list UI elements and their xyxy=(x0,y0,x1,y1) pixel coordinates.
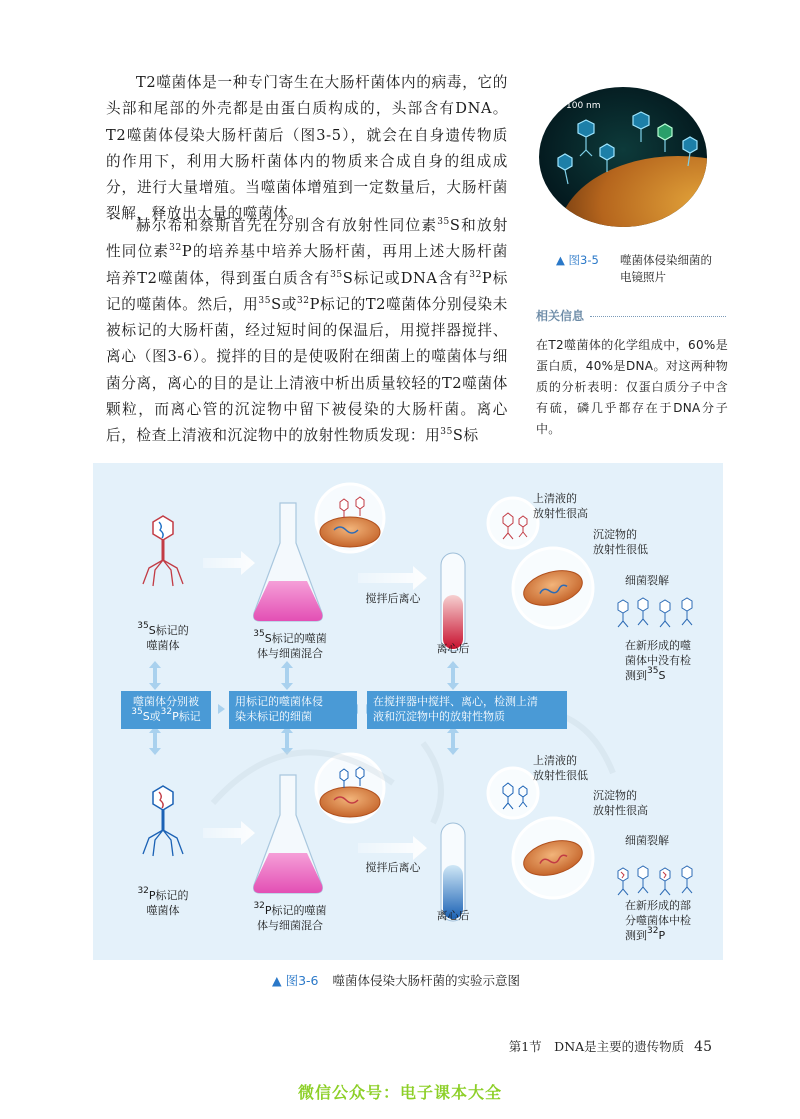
label-after-bottom: 离心后 xyxy=(436,909,470,922)
label-stir-bottom: 搅拌后离心 xyxy=(365,861,421,874)
label-35s-mix: $^{35}$S标记的噬菌 体与细菌混合 xyxy=(253,629,327,660)
page-footer xyxy=(0,1037,712,1055)
figure-3-6 xyxy=(93,463,723,960)
centrifuge-tube-blue xyxy=(441,823,465,921)
phage-32p-icon xyxy=(143,786,183,856)
paragraph-experiment: 赫尔希和蔡斯首先在分别含有放射性同位素$^{35}$S和放射性同位素$^{32}$P的培养基中培养大肠杆菌，再用上述大肠杆菌培养T2噬菌体，得到蛋白质含有$^{35}$S标记或DNA含有$^{32}$P标记的噬菌体。然后，用$^{35}$S或$^{32}$P标记的T2噬菌体分别侵染未被标记的大肠杆菌，经过短时间的保温后，用搅拌器搅拌、离心（图3-6）。搅拌的目的是使吸附在细菌上的噬菌体与细菌分离，离心的目的是让上清液中析出质量较轻的T2噬菌体颗粒，而离心管的沉淀物中留下被侵染的大肠杆菌。离心后，检查上清液和沉淀物中的放射性物质发现：用$^{35}$S标 xyxy=(106,217,508,445)
zoom-circle-sediment xyxy=(513,548,593,628)
label-lysis-bottom: 细菌裂解 xyxy=(625,834,669,847)
step-box-label: 噬菌体分别被 $^{35}$S或$^{32}$P标记 xyxy=(121,691,211,729)
label-result-bottom: 在新形成的部 分噬菌体中检 测到$^{32}$P xyxy=(625,899,691,942)
step-box-centrifuge: 在搅拌器中搅拌、离心，检测上清 液和沉淀物中的放射性物质 xyxy=(367,691,567,729)
flask-icon-bottom xyxy=(254,775,323,893)
label-32p-mix: $^{32}$P标记的噬菌 体与细菌混合 xyxy=(253,901,327,932)
fig36-caption-text: 噬菌体侵染大肠杆菌的实验示意图 xyxy=(332,973,521,988)
centrifuge-tube-red xyxy=(441,553,465,651)
related-info-header xyxy=(536,307,728,325)
phage-35s-icon xyxy=(143,516,183,586)
label-sediment-bottom: 沉淀物的 放射性很高 xyxy=(593,789,648,817)
zoom-circle-sediment-bottom xyxy=(513,818,593,898)
watermark-text: 微信公众号：电子课本大全 xyxy=(297,1083,502,1102)
label-stir-top: 搅拌后离心 xyxy=(365,592,421,605)
scale-label: 100 nm xyxy=(566,101,601,111)
footer-section: 第1节 DNA是主要的遗传物质 xyxy=(508,1039,685,1054)
fig36-caption xyxy=(272,972,572,989)
fig36-number: ▲ 图3-6 xyxy=(272,973,319,988)
zoom-circle-mix xyxy=(316,484,384,552)
electron-micrograph xyxy=(538,86,708,228)
progeny-phages-35s xyxy=(618,598,692,627)
related-info-body: 在T2噬菌体的化学组成中，60%是蛋白质，40%是DNA。对这两种物质的分析表明：仅蛋白质分子中含有硫，磷几乎都存在于DNA分子中。 xyxy=(536,338,728,436)
flask-icon xyxy=(254,503,323,621)
fig35-caption-text: 噬菌体侵染细菌的电镜照片 xyxy=(620,253,712,284)
label-supernatant-top: 上清液的 放射性很高 xyxy=(533,492,588,520)
zoom-circle-supernatant-bottom xyxy=(488,768,538,818)
zoom-circle-mix-bottom xyxy=(316,754,384,822)
page-number: 45 xyxy=(694,1039,712,1055)
related-info-title: 相关信息 xyxy=(536,309,585,323)
label-lysis-top: 细菌裂解 xyxy=(625,574,669,587)
step-box-infect: 用标记的噬菌体侵 染未标记的细菌 xyxy=(229,691,357,729)
related-info-rule xyxy=(590,316,726,317)
fig35-caption xyxy=(556,252,726,284)
label-supernatant-bottom: 上清液的 放射性很低 xyxy=(533,754,588,782)
fig35-number: ▲ 图3-5 xyxy=(556,253,599,267)
progeny-phages-32p xyxy=(618,866,692,895)
label-32p-phage: $^{32}$P标记的 噬菌体 xyxy=(137,886,189,917)
label-after-top: 离心后 xyxy=(436,642,470,655)
label-35s-phage: $^{35}$S标记的 噬菌体 xyxy=(137,621,189,652)
label-sediment-top: 沉淀物的 放射性很低 xyxy=(593,528,648,556)
zoom-circle-supernatant xyxy=(488,498,538,548)
paragraph-intro: T2噬菌体是一种专门寄生在大肠杆菌体内的病毒，它的头部和尾部的外壳都是由蛋白质构成的，头部含有DNA。T2噬菌体侵染大肠杆菌后（图3-5），就会在自身遗传物质的作用下，利用大肠杆菌体内的物质来合成自身的组成成分，进行大量增殖。当噬菌体增殖到一定数量后，大肠杆菌裂解，释放出大量的噬菌体。 xyxy=(106,74,508,223)
label-result-top: 在新形成的噬 菌体中没有检 测到$^{35}$S xyxy=(625,639,691,682)
